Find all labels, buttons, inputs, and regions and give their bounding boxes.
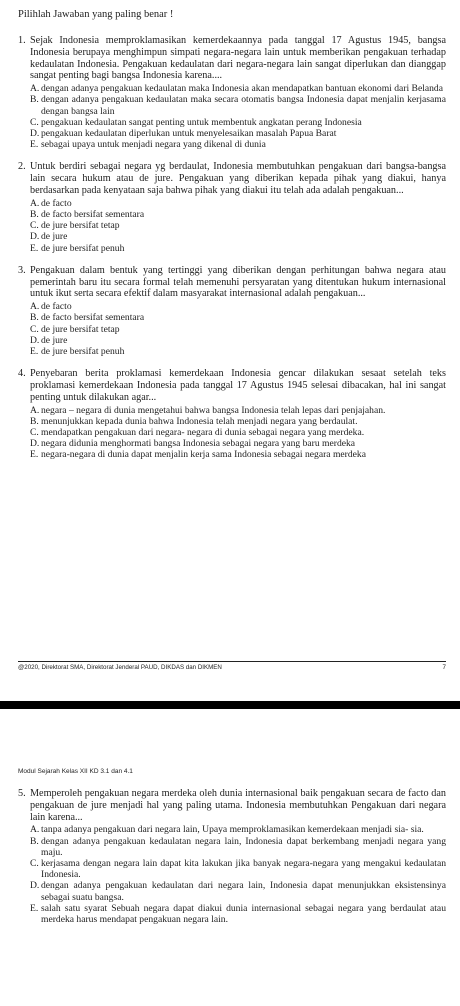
question-list: [18, 35, 446, 461]
answer-option: [30, 438, 446, 449]
question-row: [18, 368, 446, 403]
instruction: Pilihlah Jawaban yang paling benar !: [18, 9, 174, 20]
question: [18, 161, 446, 253]
answer-option: [30, 209, 446, 220]
option-text: de facto bersifat sementara: [41, 312, 145, 324]
option-list: [30, 405, 446, 461]
answer-option: [30, 117, 446, 128]
option-letter: E.: [30, 139, 39, 151]
answer-option: [30, 301, 446, 312]
answer-option: [30, 449, 446, 460]
page-break-bar: [0, 701, 460, 709]
option-text: de facto: [41, 197, 72, 209]
answer-option: [30, 198, 446, 209]
option-list: [30, 824, 446, 925]
option-letter: B.: [30, 835, 39, 847]
question-text: Pengakuan dalam bentuk yang tertinggi yang diberikan dengan perhitungan bahwa negara atau pemerintah baru itu secara formal telah memenuhi persyaratan yang ditentukan hukum internasional untuk ikut serta secara efektif dalam masyarakat internasional adalah pengakuan...: [30, 264, 446, 300]
answer-option: [30, 836, 446, 858]
answer-option: [30, 903, 446, 925]
question-number: 3.: [18, 264, 26, 276]
option-letter: B.: [30, 312, 39, 324]
question-text: Memperoleh pengakuan negara merdeka oleh dunia internasional baik pengakuan secara de facto dan pengakuan de jure menjadi hal yang paling utama. Indonesia membutuhkan Pengakuan dari negara lain karena...: [30, 788, 446, 823]
footer-copyright: @2020, Direktorat SMA, Direktorat Jenderal PAUD, DIKDAS dan DIKMEN: [18, 664, 222, 671]
answer-option: [30, 346, 446, 357]
answer-option: [30, 312, 446, 323]
option-letter: A.: [30, 197, 40, 209]
option-text: de jure bersifat penuh: [41, 346, 125, 358]
module-header: Modul Sejarah Kelas XII KD 3.1 dan 4.1: [18, 768, 133, 775]
answer-option: [30, 858, 446, 880]
answer-option: [30, 128, 446, 139]
option-letter: D.: [30, 231, 40, 243]
option-text: negara-negara di dunia dapat menjalin kerja sama Indonesia sebagai negara merdeka: [41, 449, 366, 461]
question-text: Penyebaran berita proklamasi kemerdekaan Indonesia gencar dilakukan sesaat setelah teks proklamasi kemerdekaan Indonesia pada tanggal 17 Agustus 1945 selesai dibacakan, hal ini sangat penting untuk dilakukan agar...: [30, 368, 446, 403]
answer-option: [30, 416, 446, 427]
question-number: 5.: [18, 788, 26, 799]
option-letter: A.: [30, 404, 40, 416]
option-text: kerjasama dengan negara lain dapat kita lakukan jika banyak negara-negara yang mengakui kedaulatan Indonesia.: [41, 858, 446, 881]
question-text: Untuk berdiri sebagai negara yg berdaulat, Indonesia membutuhkan pengakuan dari bangsa-bangsa lain secara hukum atau de jure. Pengakuan yang diberikan kepada pihak yang diakui, hanya berdasarkan pada kenyataan saja bahwa pihak yang diakui itu telah ada adalah pengakuan...: [30, 161, 446, 196]
answer-option: [30, 324, 446, 335]
option-text: dengan adanya pengakuan kedaulatan maka secara otomatis bangsa Indonesia dapat menjalin kerjasama dengan bangsa lain: [41, 94, 446, 117]
question-row: [18, 265, 446, 300]
option-letter: C.: [30, 116, 39, 128]
question-row: [18, 161, 446, 196]
option-letter: B.: [30, 415, 39, 427]
option-letter: A.: [30, 83, 40, 95]
option-text: pengakuan kedaulatan diperlukan untuk menyelesaikan masalah Papua Barat: [41, 128, 337, 139]
option-text: dengan adanya pengakuan kedaulatan negara lain, Indonesia dapat berkembang menjadi negara yang maju.: [41, 835, 446, 858]
option-letter: D.: [30, 438, 40, 450]
answer-option: [30, 880, 446, 902]
option-text: menunjukkan kepada dunia bahwa Indonesia telah menjadi negara yang berdaulat.: [41, 415, 358, 427]
option-text: de jure: [41, 334, 68, 346]
option-list: [30, 301, 446, 357]
option-letter: A.: [30, 824, 40, 836]
option-letter: E.: [30, 346, 39, 358]
option-text: de facto: [41, 301, 72, 313]
answer-option: [30, 824, 446, 835]
option-text: negara – negara di dunia mengetahui bahwa bangsa Indonesia telah lepas dari penjajahan.: [41, 404, 386, 416]
option-letter: E.: [30, 242, 39, 254]
option-list: [30, 83, 446, 150]
option-text: sebagai upaya untuk menjadi negara yang dikenal di dunia: [41, 139, 266, 151]
option-letter: C.: [30, 427, 39, 439]
option-letter: C.: [30, 220, 39, 232]
question-row: [18, 35, 446, 82]
answer-option: [30, 220, 446, 231]
option-text: tanpa adanya pengakuan dari negara lain, Upaya memproklamasikan kemerdekaan menjadi sia- sia.: [41, 824, 424, 836]
option-text: mendapatkan pengakuan dari negara- negara di dunia sebagai negara yang merdeka.: [41, 427, 365, 439]
option-letter: E.: [30, 902, 39, 914]
answer-option: [30, 405, 446, 416]
option-letter: C.: [30, 858, 39, 869]
option-text: dengan adanya pengakuan kedaulatan maka Indonesia akan mendapatkan bantuan ekonomi dari Belanda: [41, 83, 443, 95]
question: [18, 265, 446, 357]
page-number: 7: [442, 664, 446, 671]
option-text: salah satu syarat Sebuah negara dapat diakui dunia internasional sebagai negara yang berdaulat atau merdeka harus mendapat pengakuan negara lain.: [41, 902, 446, 926]
option-letter: D.: [30, 880, 40, 892]
option-letter: D.: [30, 334, 40, 346]
question: [18, 368, 446, 460]
option-text: dengan adanya pengakuan kedaulatan dari negara lain, Indonesia dapat menunjukkan eksistensinya sebagai suatu bangsa.: [41, 880, 446, 903]
question-number: 4.: [18, 368, 26, 380]
answer-option: [30, 231, 446, 242]
option-text: negara didunia menghormati bangsa Indonesia sebagai negara yang baru merdeka: [41, 438, 356, 450]
page-2: [0, 756, 460, 1006]
answer-option: [30, 94, 446, 116]
question-number: 1.: [18, 35, 26, 46]
option-list: [30, 198, 446, 254]
question-text: Sejak Indonesia memproklamasikan kemerdekaannya pada tanggal 17 Agustus 1945, bangsa Indonesia berupaya menghimpun simpati negara-negara lain untuk memberikan pengakuan terhadap kedaulatan Indonesia. Pengakuan kedaulatan dari negara-negara lain sangat diperlukan dan dianggap sangat penting bagi bangsa Indonesia karena....: [30, 35, 446, 82]
answer-option: [30, 83, 446, 94]
option-letter: C.: [30, 323, 39, 335]
option-letter: E.: [30, 449, 39, 461]
answer-option: [30, 335, 446, 346]
option-text: de jure bersifat penuh: [41, 242, 125, 254]
page-separator: [0, 680, 460, 756]
page-2-content: [18, 788, 446, 936]
option-text: de jure bersifat tetap: [41, 323, 120, 335]
option-letter: D.: [30, 128, 40, 139]
option-letter: B.: [30, 209, 39, 220]
question-row: [18, 788, 446, 823]
page-1-content: [18, 8, 446, 472]
page-footer: [18, 661, 446, 671]
question-list: [18, 788, 446, 925]
option-letter: A.: [30, 301, 40, 313]
option-text: de jure bersifat tetap: [41, 220, 120, 232]
question-number: 2.: [18, 161, 26, 173]
option-text: de jure: [41, 231, 68, 243]
option-text: de facto bersifat sementara: [41, 209, 145, 220]
answer-option: [30, 139, 446, 150]
question: [18, 35, 446, 150]
option-text: pengakuan kedaulatan sangat penting untuk membentuk angkatan perang Indonesia: [41, 116, 362, 128]
option-letter: B.: [30, 94, 39, 106]
question: [18, 788, 446, 925]
answer-option: [30, 427, 446, 438]
answer-option: [30, 243, 446, 254]
